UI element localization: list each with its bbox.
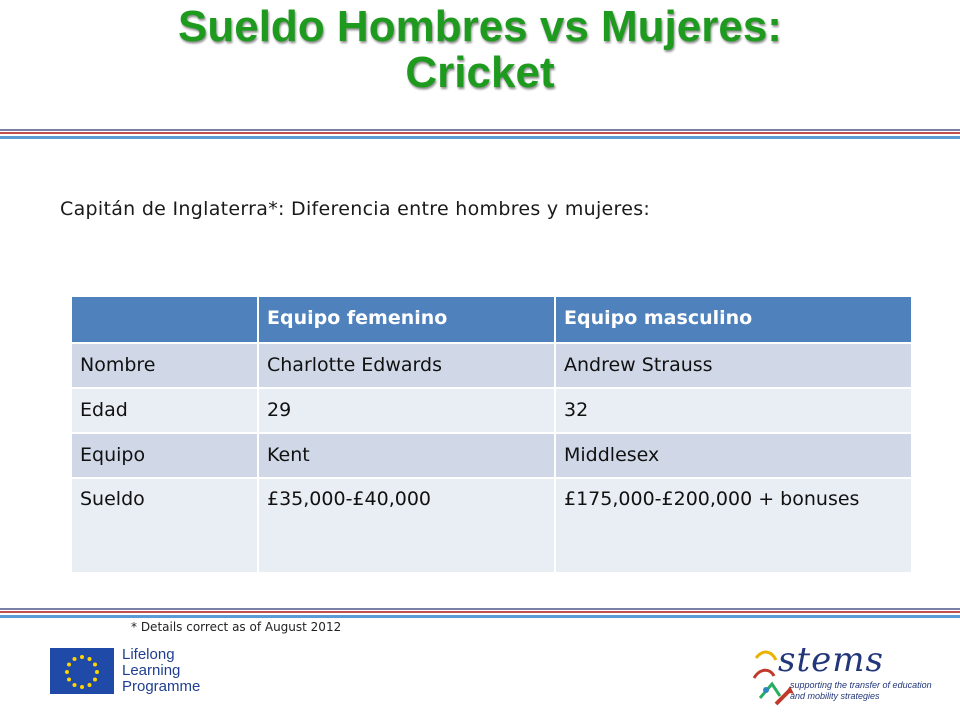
table-header-row <box>72 297 912 343</box>
table-cell: Middlesex <box>555 433 912 478</box>
table-cell: Charlotte Edwards <box>258 343 555 388</box>
eu-flag-icon <box>50 648 114 694</box>
table-cell: Kent <box>258 433 555 478</box>
table-cell: Sueldo <box>72 478 258 573</box>
table-row <box>72 433 912 478</box>
slide-title-line1: Sueldo Hombres vs Mujeres: <box>178 2 782 51</box>
table-row <box>72 388 912 433</box>
table-cell: £175,000-£200,000 + bonuses <box>555 478 912 573</box>
slide-title <box>0 4 960 96</box>
salary-table <box>72 297 913 574</box>
table-row <box>72 343 912 388</box>
stems-logo <box>750 638 940 710</box>
table-cell: Equipo <box>72 433 258 478</box>
table-header-cell <box>72 297 258 343</box>
llp-line2: Learning <box>122 662 181 679</box>
slide-subtitle: Capitán de Inglaterra*: Diferencia entre hombres y mujeres: <box>60 198 651 220</box>
table-cell: Edad <box>72 388 258 433</box>
bottom-divider <box>0 608 960 618</box>
table-cell: Andrew Strauss <box>555 343 912 388</box>
table-cell: 32 <box>555 388 912 433</box>
table-row <box>72 478 912 573</box>
table-cell: 29 <box>258 388 555 433</box>
table-header-cell: Equipo femenino <box>258 297 555 343</box>
lifelong-learning-logo <box>122 647 200 695</box>
llp-line3: Programme <box>122 678 201 695</box>
stems-tagline: supporting the transfer of education and mobility strategies <box>790 680 932 701</box>
slide-title-line2: Cricket <box>405 48 555 97</box>
table-cell: £35,000-£40,000 <box>258 478 555 573</box>
llp-line1: Lifelong <box>122 646 175 663</box>
table-header-cell: Equipo masculino <box>555 297 912 343</box>
stems-wordmark: stems <box>778 640 884 680</box>
table-cell: Nombre <box>72 343 258 388</box>
footnote: * Details correct as of August 2012 <box>131 620 342 634</box>
top-divider <box>0 129 960 139</box>
